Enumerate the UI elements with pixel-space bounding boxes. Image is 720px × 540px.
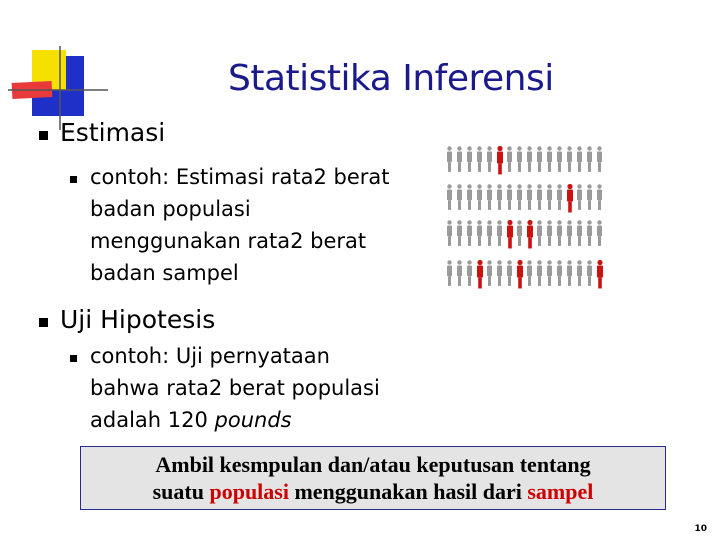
population-person-icon: [547, 220, 552, 246]
population-person-icon: [477, 146, 482, 172]
estimasi-line-2: badan populasi: [90, 197, 251, 221]
population-person-icon: [557, 146, 562, 172]
population-person-icon: [487, 146, 492, 172]
callout-line-1: Ambil kesmpulan dan/atau keputusan tentang: [155, 452, 591, 477]
population-person-icon: [597, 184, 602, 210]
population-person-icon: [537, 146, 542, 172]
heading-uji-hipotesis: Uji Hipotesis: [60, 305, 216, 334]
population-person-icon: [477, 184, 482, 210]
population-person-icon: [577, 260, 582, 286]
population-person-icon: [457, 260, 462, 286]
population-person-icon: [507, 184, 512, 210]
population-person-icon: [567, 260, 572, 286]
population-person-icon: [517, 146, 522, 172]
sample-person-icon: [567, 184, 573, 213]
population-person-icon: [577, 184, 582, 210]
population-person-icon: [457, 146, 462, 172]
bullet-estimasi: [39, 131, 48, 140]
sample-person-icon: [527, 220, 533, 249]
population-person-icon: [547, 260, 552, 286]
population-person-icon: [577, 220, 582, 246]
sub-bullet-uji-hipotesis: [70, 355, 77, 362]
population-person-icon: [487, 184, 492, 210]
population-person-icon: [507, 146, 512, 172]
population-person-icon: [517, 184, 522, 210]
sample-person-icon: [517, 260, 523, 289]
population-person-icon: [567, 220, 572, 246]
population-person-icon: [577, 146, 582, 172]
callout-line-2-prefix: suatu: [152, 479, 210, 504]
page-number: 10: [694, 524, 707, 534]
callout-populasi: populasi: [209, 479, 289, 504]
population-person-icon: [497, 184, 502, 210]
uji-line-1: contoh: Uji pernyataan: [90, 344, 330, 368]
population-person-icon: [447, 184, 452, 210]
population-person-icon: [537, 184, 542, 210]
population-person-icon: [557, 260, 562, 286]
estimasi-line-3: menggunakan rata2 berat: [90, 229, 367, 253]
population-person-icon: [507, 260, 512, 286]
estimasi-line-4: badan sampel: [90, 261, 239, 285]
population-sample-figure: [444, 142, 606, 292]
population-person-icon: [597, 220, 602, 246]
heading-estimasi: Estimasi: [60, 118, 166, 147]
population-person-icon: [487, 260, 492, 286]
callout-line-2: [81, 478, 665, 505]
population-person-icon: [457, 184, 462, 210]
sample-person-icon: [507, 220, 513, 249]
conclusion-callout: [80, 446, 666, 510]
sample-person-icon: [477, 260, 483, 289]
population-person-icon: [447, 260, 452, 286]
population-person-icon: [567, 146, 572, 172]
uji-line-2: bahwa rata2 berat populasi: [90, 376, 380, 400]
population-person-icon: [467, 184, 472, 210]
uji-line-3-unit: pounds: [214, 408, 292, 432]
population-person-icon: [537, 260, 542, 286]
uji-line-3-text: adalah 120: [90, 408, 215, 432]
population-person-icon: [467, 146, 472, 172]
population-person-icon: [547, 184, 552, 210]
callout-line-2-mid: menggunakan hasil dari: [288, 479, 528, 504]
population-person-icon: [457, 220, 462, 246]
callout-sampel: sampel: [527, 479, 594, 504]
population-person-icon: [447, 146, 452, 172]
population-person-icon: [557, 220, 562, 246]
corner-decoration: [0, 0, 110, 130]
population-person-icon: [467, 220, 472, 246]
population-person-icon: [497, 220, 502, 246]
sample-person-icon: [497, 146, 503, 175]
population-person-icon: [587, 220, 592, 246]
sub-bullet-estimasi: [70, 176, 77, 183]
population-person-icon: [527, 184, 532, 210]
sample-person-icon: [597, 260, 603, 289]
uji-line-3: [90, 404, 292, 436]
population-person-icon: [487, 220, 492, 246]
population-person-icon: [587, 184, 592, 210]
population-person-icon: [447, 220, 452, 246]
bullet-uji-hipotesis: [39, 318, 48, 327]
population-person-icon: [527, 146, 532, 172]
population-person-icon: [537, 220, 542, 246]
slide-title: Statistika Inferensi: [228, 58, 554, 99]
population-person-icon: [587, 260, 592, 286]
population-person-icon: [527, 260, 532, 286]
population-person-icon: [547, 146, 552, 172]
estimasi-line-1: contoh: Estimasi rata2 berat: [90, 165, 390, 189]
population-person-icon: [497, 260, 502, 286]
population-person-icon: [587, 146, 592, 172]
population-person-icon: [597, 146, 602, 172]
population-person-icon: [467, 260, 472, 286]
population-person-icon: [557, 184, 562, 210]
population-person-icon: [477, 220, 482, 246]
population-person-icon: [517, 220, 522, 246]
